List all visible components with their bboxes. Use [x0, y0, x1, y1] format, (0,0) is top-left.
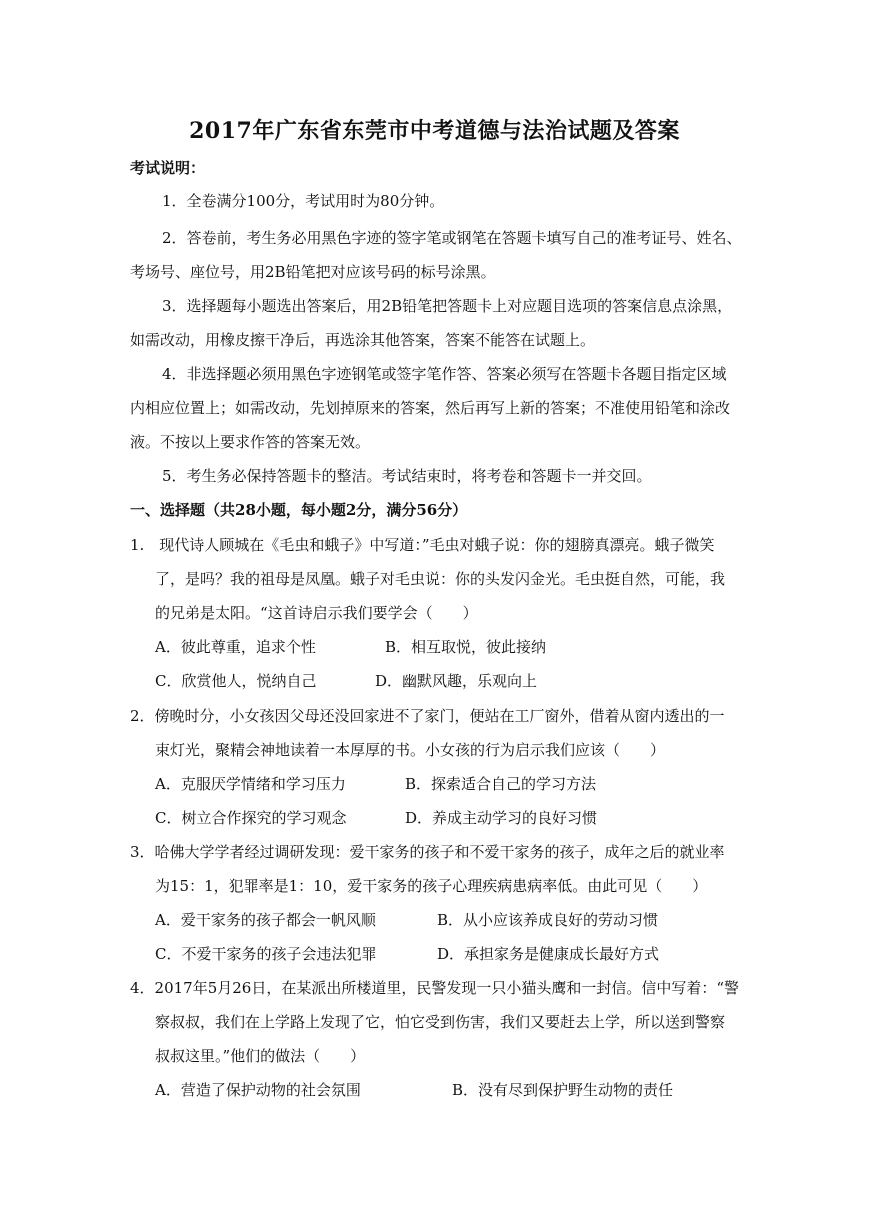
- option-d: D．养成主动学习的良好习惯: [405, 809, 598, 827]
- question-line: 2．傍晚时分，小女孩因父母还没回家进不了家门，便站在工厂窗外，借着从窗内透出的一: [130, 707, 725, 725]
- question-line: 4．2017年5月26日，在某派出所楼道里，民警发现一只小猫头鹰和一封信。信中写着：“警: [130, 979, 740, 997]
- instruction-line: 1．全卷满分100分，考试用时为80分钟。: [162, 192, 445, 210]
- instruction-line: 液。不按以上要求作答的答案无效。: [130, 433, 371, 451]
- question-line: 1. 现代诗人顾城在《毛虫和蛾子》中写道：”毛虫对蛾子说：你的翅膀真漂亮。蛾子微笑: [130, 536, 715, 554]
- option-a: A．克服厌学情绪和学习压力: [155, 775, 346, 793]
- option-d: D．承担家务是健康成长最好方式: [437, 945, 660, 963]
- option-b: B．从小应该养成良好的劳动习惯: [437, 911, 659, 929]
- option-c: C．树立合作探究的学习观念: [155, 809, 347, 827]
- question-line: 束灯光，聚精会神地读着一本厚厚的书。小女孩的行为启示我们应该（ ）: [155, 741, 666, 759]
- question-line: 察叔叔，我们在上学路上发现了它，怕它受到伤害，我们又要赶去上学，所以送到警察: [155, 1013, 726, 1031]
- option-c: C．欣赏他人，悦纳自己: [155, 672, 317, 690]
- instruction-line: 3．选择题每小题选出答案后，用2B铅笔把答题卡上对应题目选项的答案信息点涂黑，: [162, 297, 733, 315]
- instructions-heading: 考试说明：: [130, 159, 206, 177]
- section-heading: 一、选择题（共28小题，每小题2分，满分56分）: [130, 501, 468, 519]
- instruction-line: 5．考生务必保持答题卡的整洁。考试结束时，将考卷和答题卡一并交回。: [162, 467, 652, 485]
- instruction-line: 2．答卷前，考生务必用黑色字迹的签字笔或钢笔在答题卡填写自己的准考证号、姓名、: [162, 229, 742, 247]
- option-b: B．没有尽到保护野生动物的责任: [452, 1081, 674, 1099]
- option-b: B．相互取悦，彼此接纳: [385, 638, 547, 656]
- page-title: 2017年广东省东莞市中考道德与法治试题及答案: [189, 118, 680, 144]
- option-a: A．彼此尊重，追求个性: [155, 638, 316, 656]
- question-line: 的兄弟是太阳。“这首诗启示我们要学会（ ）: [155, 604, 478, 622]
- question-line: 了，是吗？我的祖母是凤凰。蛾子对毛虫说：你的头发闪金光。毛虫挺自然，可能，我: [155, 570, 726, 588]
- option-a: A．爱干家务的孩子都会一帆风顺: [155, 911, 376, 929]
- question-line: 3．哈佛大学学者经过调研发现：爱干家务的孩子和不爱干家务的孩子，成年之后的就业率: [130, 843, 725, 861]
- option-b: B．探索适合自己的学习方法: [405, 775, 597, 793]
- option-a: A．营造了保护动物的社会氛围: [155, 1081, 361, 1099]
- instruction-line: 内相应位置上；如需改动，先划掉原来的答案，然后再写上新的答案；不准使用铅笔和涂改: [130, 399, 731, 417]
- instruction-line: 如需改动，用橡皮擦干净后，再选涂其他答案，答案不能答在试题上。: [130, 331, 596, 349]
- question-line: 为15：1，犯罪率是1：10，爱干家务的孩子心理疾病患病率低。由此可见（ ）: [155, 877, 708, 895]
- question-line: 叔叔这里。”他们的做法（ ）: [155, 1047, 366, 1065]
- option-c: C．不爱干家务的孩子会违法犯罪: [155, 945, 377, 963]
- instruction-line: 考场号、座位号，用2B铅笔把对应该号码的标号涂黑。: [130, 263, 496, 281]
- instruction-line: 4．非选择题必须用黑色字迹钢笔或签字笔作答、答案必须写在答题卡各题目指定区域: [162, 365, 727, 383]
- option-d: D．幽默风趣，乐观向上: [375, 672, 538, 690]
